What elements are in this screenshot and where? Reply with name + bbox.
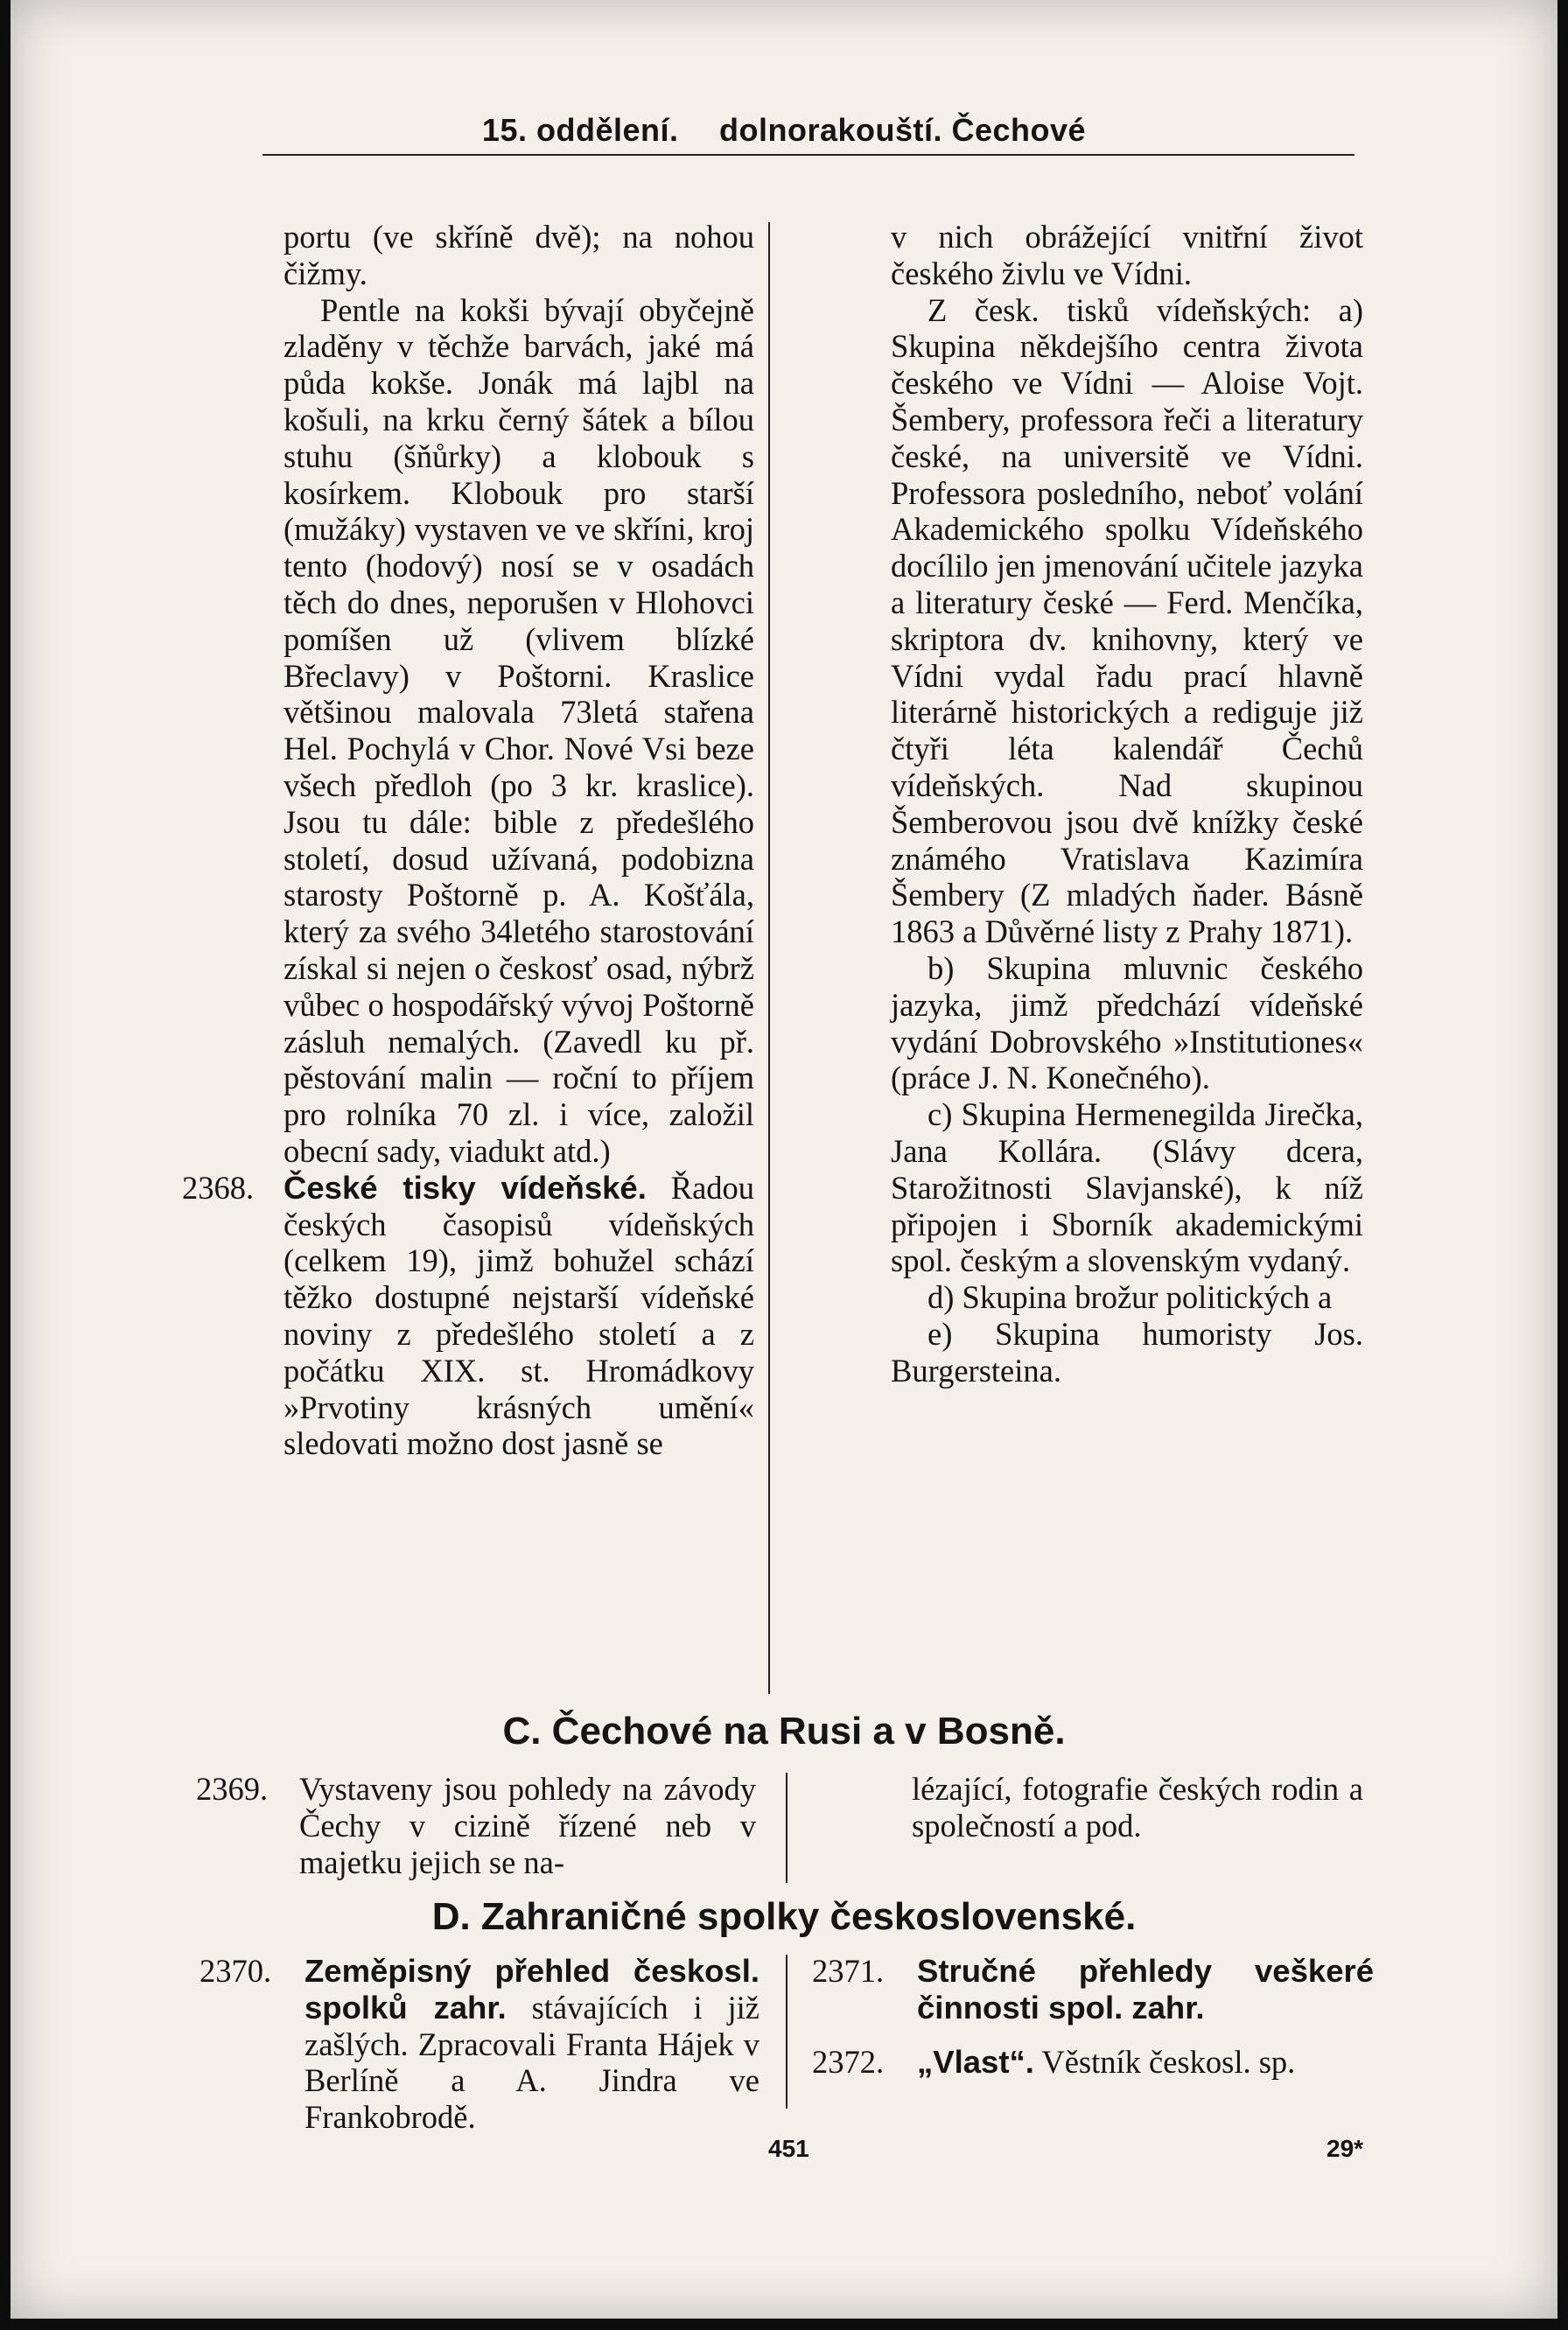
- entry-2371: [812, 1953, 1374, 2026]
- running-header: [10, 112, 1558, 149]
- header-subject: dolnorakouští. Čechové: [719, 112, 1087, 148]
- entry-2369-text-left: Vystaveny jsou pohledy na závody Čechy v cizině řízené neb v majetku jejich se na-: [299, 1771, 756, 1880]
- entry-2372-text: Věstník českosl. sp.: [1041, 2044, 1296, 2080]
- left-paragraph-2: Pentle na kokši bývají obyčejně zladěny v těchže barvách, jaké má půda kokše. Jonák má lajbl na košuli, na krku černý šátek a bílou stuhu (šňůrky) a klobouk s kosírkem. Klobouk pro starší (mužáky) vystaven ve ve skříni, kroj tento (hodový) nosí se v osadách těch do dnes, neporušen v Hlohovci pomíšen už (vlivem blízké Břeclavy) v Poštorni. Kraslice většinou malovala 73letá stařena Hel. Pochylá v Chor. Nové Vsi beze všech předloh (po 3 kr. kraslice). Jsou tu dále: bible z předešlého století, dosud užívaná, podobizna starosty Poštorně p. A. Košťála, který za svého 34letého starostování získal si nejen o českosť osad, nýbrž vůbec o hospodářský vývoj Poštorně zásluh nemalých. (Zavedl ku př. pěstování malin — roční to příjem pro rolníka 70 zl. i více, založil obecní sady, viadukt atd.): [284, 291, 754, 1169]
- entry-2369-text-right: lézající, fotografie českých rodin a společností a pod.: [912, 1771, 1363, 1844]
- entry-2368: [182, 1169, 755, 1462]
- right-paragraph-6: e) Skupina humoristy Jos. Burgersteina.: [891, 1315, 1363, 1389]
- column-divider-upper: [768, 222, 770, 1694]
- entry-text: Řadou českých časopisů vídeňských (celkem 19), jimž bohužel schází těžko dostupné nejstarší vídeňské noviny z předešlého století a z počátku XIX. st. Hromádkovy »Prvotiny krásných umění« sledovati možno dost jasně se: [284, 1169, 755, 1462]
- left-paragraph-1: portu (ve skříně dvě); na nohou čižmy.: [284, 219, 754, 291]
- entry-2370-title: Zeměpisný přehled českosl. spolků zahr.: [304, 1953, 760, 2026]
- entry-2369-number: 2369.: [196, 1771, 269, 1807]
- entry-2372: [812, 2044, 1374, 2081]
- page-number: 451: [768, 2135, 809, 2162]
- right-paragraph-1: v nich obrážející vnitřní život českého živlu ve Vídni.: [891, 219, 1363, 291]
- page-sheet: [10, 0, 1558, 2319]
- entry-2371-number: 2371.: [812, 1953, 885, 1989]
- section-d-title: D. Zahraničné spolky československé.: [431, 1895, 1137, 1938]
- header-section: 15. oddělení.: [481, 112, 679, 148]
- entry-2371-title: Stručné přehledy veškeré činnosti spol. zahr.: [917, 1953, 1374, 2026]
- entry-2369-right: [912, 1771, 1363, 1844]
- right-column: [891, 219, 1363, 1389]
- signature-mark: 29*: [1326, 2135, 1364, 2162]
- entry-2370-text: stávajících i již zašlých. Zpracovali Franta Hájek v Berlíně a A. Jindra ve Frankobrodě.: [304, 1989, 760, 2136]
- entry-2372-number: 2372.: [812, 2044, 885, 2080]
- entry-title: České tisky vídeňské.: [284, 1169, 647, 1206]
- entry-2370: [200, 1953, 760, 2136]
- header-rule: [262, 154, 1354, 156]
- entry-2372-title: „Vlast“.: [917, 2044, 1034, 2080]
- right-paragraph-2: Z česk. tisků vídeňských: a) Skupina někdejšího centra života českého ve Vídni — Aloise Vojt. Šembery, professora řeči a literatury české, na universitě ve Vídni. Professora posledního, neboť volání Akademického spolku Vídeňského docílilo jen jmenování učitele jazyka a literatury české — Ferd. Menčíka, skriptora dv. knihovny, který ve Vídni vydal řadu prací hlavně literárně historických a rediguje již čtyři léta kalendář Čechů vídeňských. Nad skupinou Šemberovou jsou dvě knížky české známého Vratislava Kazimíra Šembery (Z mladých ňader. Básně 1863 a Důvěrné listy z Prahy 1871).: [891, 291, 1363, 950]
- right-paragraph-3: b) Skupina mluvnic českého jazyka, jimž předchází vídeňské vydání Dobrovského »Institutiones« (práce J. N. Konečného).: [891, 949, 1363, 1096]
- column-divider-c: [786, 1773, 788, 1883]
- entry-2369-left: [196, 1771, 756, 1880]
- column-divider-d: [786, 1955, 788, 2109]
- left-column: [182, 219, 755, 1462]
- section-c-title: C. Čechové na Rusi a v Bosně.: [502, 1710, 1066, 1753]
- entry-2370-number: 2370.: [200, 1953, 272, 1989]
- entry-number: 2368.: [182, 1169, 255, 1206]
- right-paragraph-5: d) Skupina brožur politických a: [928, 1279, 1333, 1316]
- right-paragraph-4: c) Skupina Hermenegilda Jirečka, Jana Kollára. (Slávy dcera, Starožitnosti Slavjanské), k níž připojen i Sborník akademickými spol. českým a slovenským vydaný.: [891, 1096, 1363, 1279]
